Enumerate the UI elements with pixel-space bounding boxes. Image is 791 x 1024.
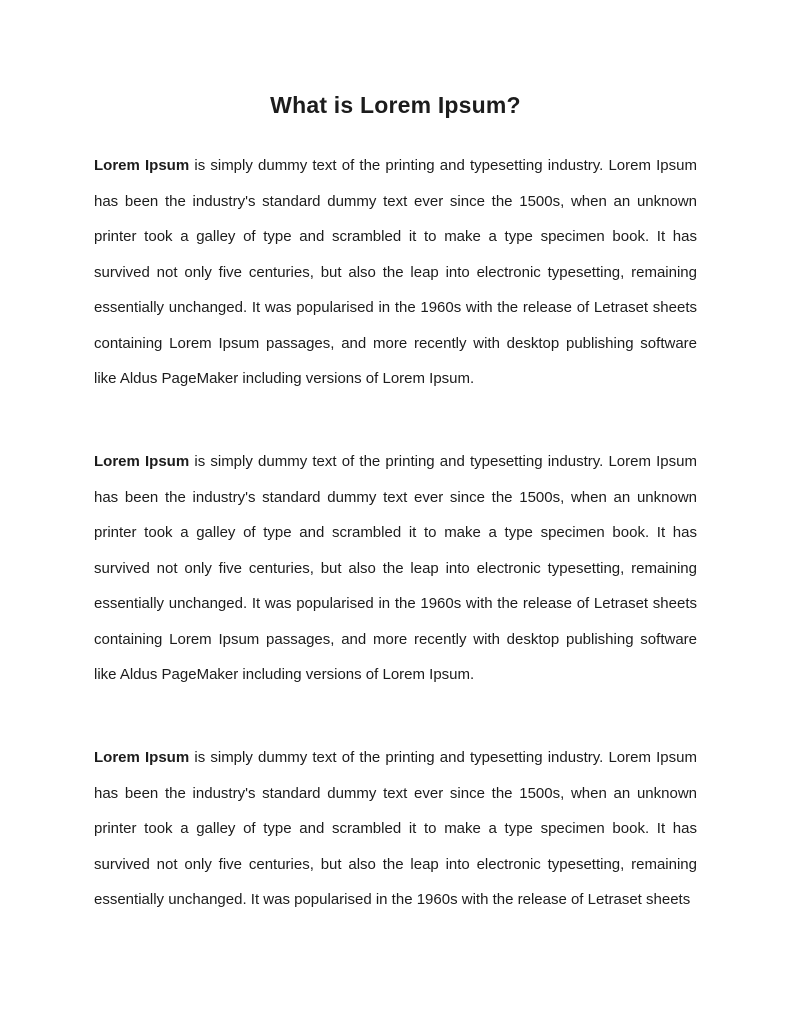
- paragraph-2: [94, 444, 697, 693]
- paragraph-2-text: is simply dummy text of the printing and typesetting industry. Lorem Ipsum has been the industry's standard dummy text ever since the 1500s, when an unknown printer took a galley of type and scrambled it to make a type specimen book. It has survived not only five centuries, but also the leap into electronic typesetting, remaining essentially unchanged. It was popularised in the 1960s with the release of Letraset sheets containing Lorem Ipsum passages, and more recently with desktop publishing software like Aldus PageMaker including versions of Lorem Ipsum.: [94, 453, 697, 683]
- paragraph-1: [94, 148, 697, 397]
- paragraph-1-text: is simply dummy text of the printing and typesetting industry. Lorem Ipsum has been the industry's standard dummy text ever since the 1500s, when an unknown printer took a galley of type and scrambled it to make a type specimen book. It has survived not only five centuries, but also the leap into electronic typesetting, remaining essentially unchanged. It was popularised in the 1960s with the release of Letraset sheets containing Lorem Ipsum passages, and more recently with desktop publishing software like Aldus PageMaker including versions of Lorem Ipsum.: [94, 157, 697, 387]
- paragraph-2-lead: Lorem Ipsum: [94, 453, 190, 470]
- paragraph-3: [94, 740, 697, 918]
- document-body: [0, 148, 791, 918]
- page-title: What is Lorem Ipsum?: [270, 92, 521, 118]
- paragraph-3-lead: Lorem Ipsum: [94, 749, 190, 766]
- paragraph-1-lead: Lorem Ipsum: [94, 157, 190, 174]
- paragraph-3-text: is simply dummy text of the printing and typesetting industry. Lorem Ipsum has been the industry's standard dummy text ever since the 1500s, when an unknown printer took a galley of type and scrambled it to make a type specimen book. It has survived not only five centuries, but also the leap into electronic typesetting, remaining essentially unchanged. It was popularised in the 1960s with the release of Letraset sheets: [94, 749, 697, 908]
